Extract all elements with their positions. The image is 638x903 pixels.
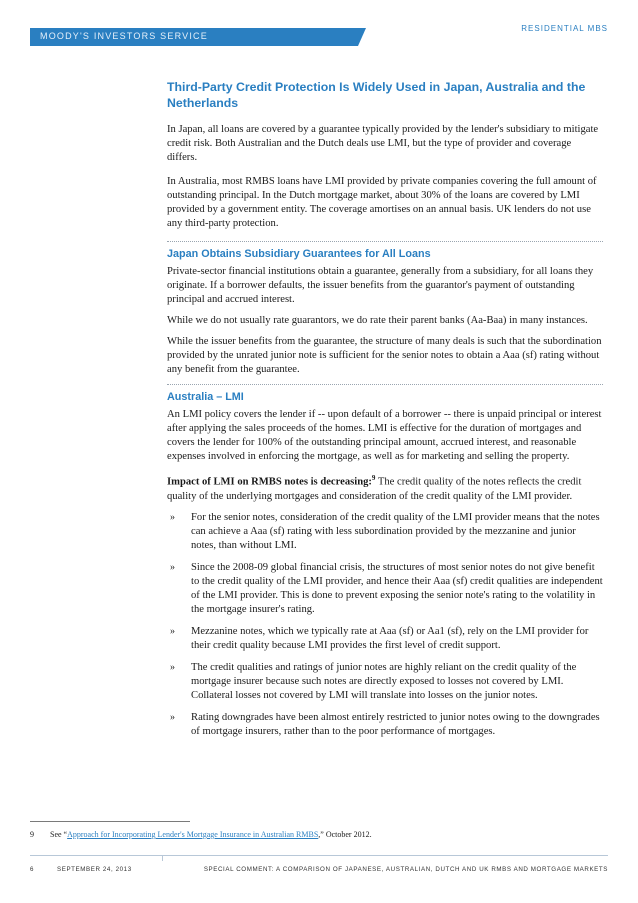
impact-lead: Impact of LMI on RMBS notes is decreasing: [167,476,372,488]
japan-heading: Japan Obtains Subsidiary Guarantees for All Loans [167,241,603,261]
footnote-ref[interactable]: 9 [371,474,376,482]
footnote-link[interactable]: Approach for Incorporating Lender's Mortgage Insurance in Australian RMBS [67,830,319,839]
footnote-divider [30,821,190,822]
japan-paragraph-3: While the issuer benefits from the guarantee, the structure of many deals is such that the subordination provided by the unrated junior note is sufficient for the senior notes to obtain a Aaa (sf) rating without any benefit from the guarantee. [167,336,602,375]
publication-date: SEPTEMBER 24, 2013 [57,866,132,873]
section-label: RESIDENTIAL MBS [521,24,608,33]
list-item [167,511,603,553]
bullet-mark-icon: » [170,561,175,573]
impact-text: The credit quality of the notes reflects the credit quality of the underlying mortgages and consideration of the credit quality of the LMI provider. [167,476,582,502]
footnote-number: 9 [30,830,34,839]
bullet-text: For the senior notes, consideration of the credit quality of the LMI provider means that the notes can achieve a Aaa (sf) rating with less subordination provided by the mezzanine and junior notes, than without LMI. [191,511,600,551]
list-item [167,661,603,703]
japan-paragraph-1: Private-sector financial institutions obtain a guarantee, generally from a subsidiary, for all loans they originate. If a borrower defaults, the issuer benefits from the guarantor's payment of outstanding principal and accrued interest. [167,266,594,305]
japan-paragraph-2: While we do not usually rate guarantors, we do rate their parent banks (Aa-Baa) in many instances. [167,315,588,326]
brand-name: MOODY'S INVESTORS SERVICE [40,31,208,41]
list-item [167,561,603,617]
footer-divider [30,855,608,856]
page-number: 6 [30,866,35,873]
footer-divider-tick [162,855,163,861]
bullet-text: Rating downgrades have been almost entirely restricted to junior notes owing to the downgrades of mortgage insurers, rather than to the poor performance of mortgages. [191,711,600,737]
report-title: SPECIAL COMMENT: A COMPARISON OF JAPANESE, AUSTRALIAN, DUTCH AND UK RMBS AND MORTGAGE MARKETS [203,866,608,873]
bullet-mark-icon: » [170,711,175,723]
impact-paragraph [167,471,603,504]
header-brand-bar [30,28,358,46]
bullet-mark-icon: » [170,661,175,673]
main-content [167,79,603,747]
bullet-text: Since the 2008-09 global financial crisis, the structures of most senior notes do not give benefit to the credit quality of the LMI provider, and hence their Aaa (sf) credit qualities are independent of the LMI provider. This is done to prevent exposing the senior note's rating to the volatility in the mortgage insurer's rating. [191,561,603,615]
bullet-text: Mezzanine notes, which we typically rate at Aaa (sf) or Aa1 (sf), rely on the LMI provider for their credit quality because LMI provides the first level of credit support. [191,625,589,651]
list-item [167,711,603,739]
bullet-text: The credit qualities and ratings of junior notes are highly reliant on the credit quality of the mortgage insurer because such notes are directly exposed to losses not covered by LMI. Collateral losses not covered by LMI will translate into losses on the junior notes. [191,661,577,701]
australia-paragraph: An LMI policy covers the lender if -- upon default of a borrower -- there is unpaid principal or interest after applying the sales proceeds of the homes. LMI is effective for the duration of mortgages and covers the lender for 100% of the outstanding principal amount, accrued interest, and reasonable expenses involved in enforcing the mortgage, as well as for marketing and selling the property. [167,409,602,462]
footnote-prefix: See “ [50,830,68,839]
page-title: Third-Party Credit Protection Is Widely Used in Japan, Australia and the Netherlands [167,80,586,110]
impact-bullet-list [167,511,603,739]
intro-paragraph-1: In Japan, all loans are covered by a guarantee typically provided by the lender's subsidiary to mitigate credit risk. Both Australian and the Dutch deals use LMI, but the type of provider and coverage differs. [167,124,599,163]
footnote-suffix: ,” October 2012. [318,830,372,839]
australia-heading: Australia – LMI [167,384,603,404]
intro-paragraph-2: In Australia, most RMBS loans have LMI provided by private companies covering the full amount of outstanding principal. In the Dutch mortgage market, about 30% of the loans are covered by LMI provided by a government entity. The coverage amortises on an annual basis. UK lenders do not use any third-party protection. [167,176,597,229]
footnote [30,829,600,840]
header-bar-fold [358,28,366,46]
list-item [167,625,603,653]
bullet-mark-icon: » [170,511,175,523]
bullet-mark-icon: » [170,625,175,637]
